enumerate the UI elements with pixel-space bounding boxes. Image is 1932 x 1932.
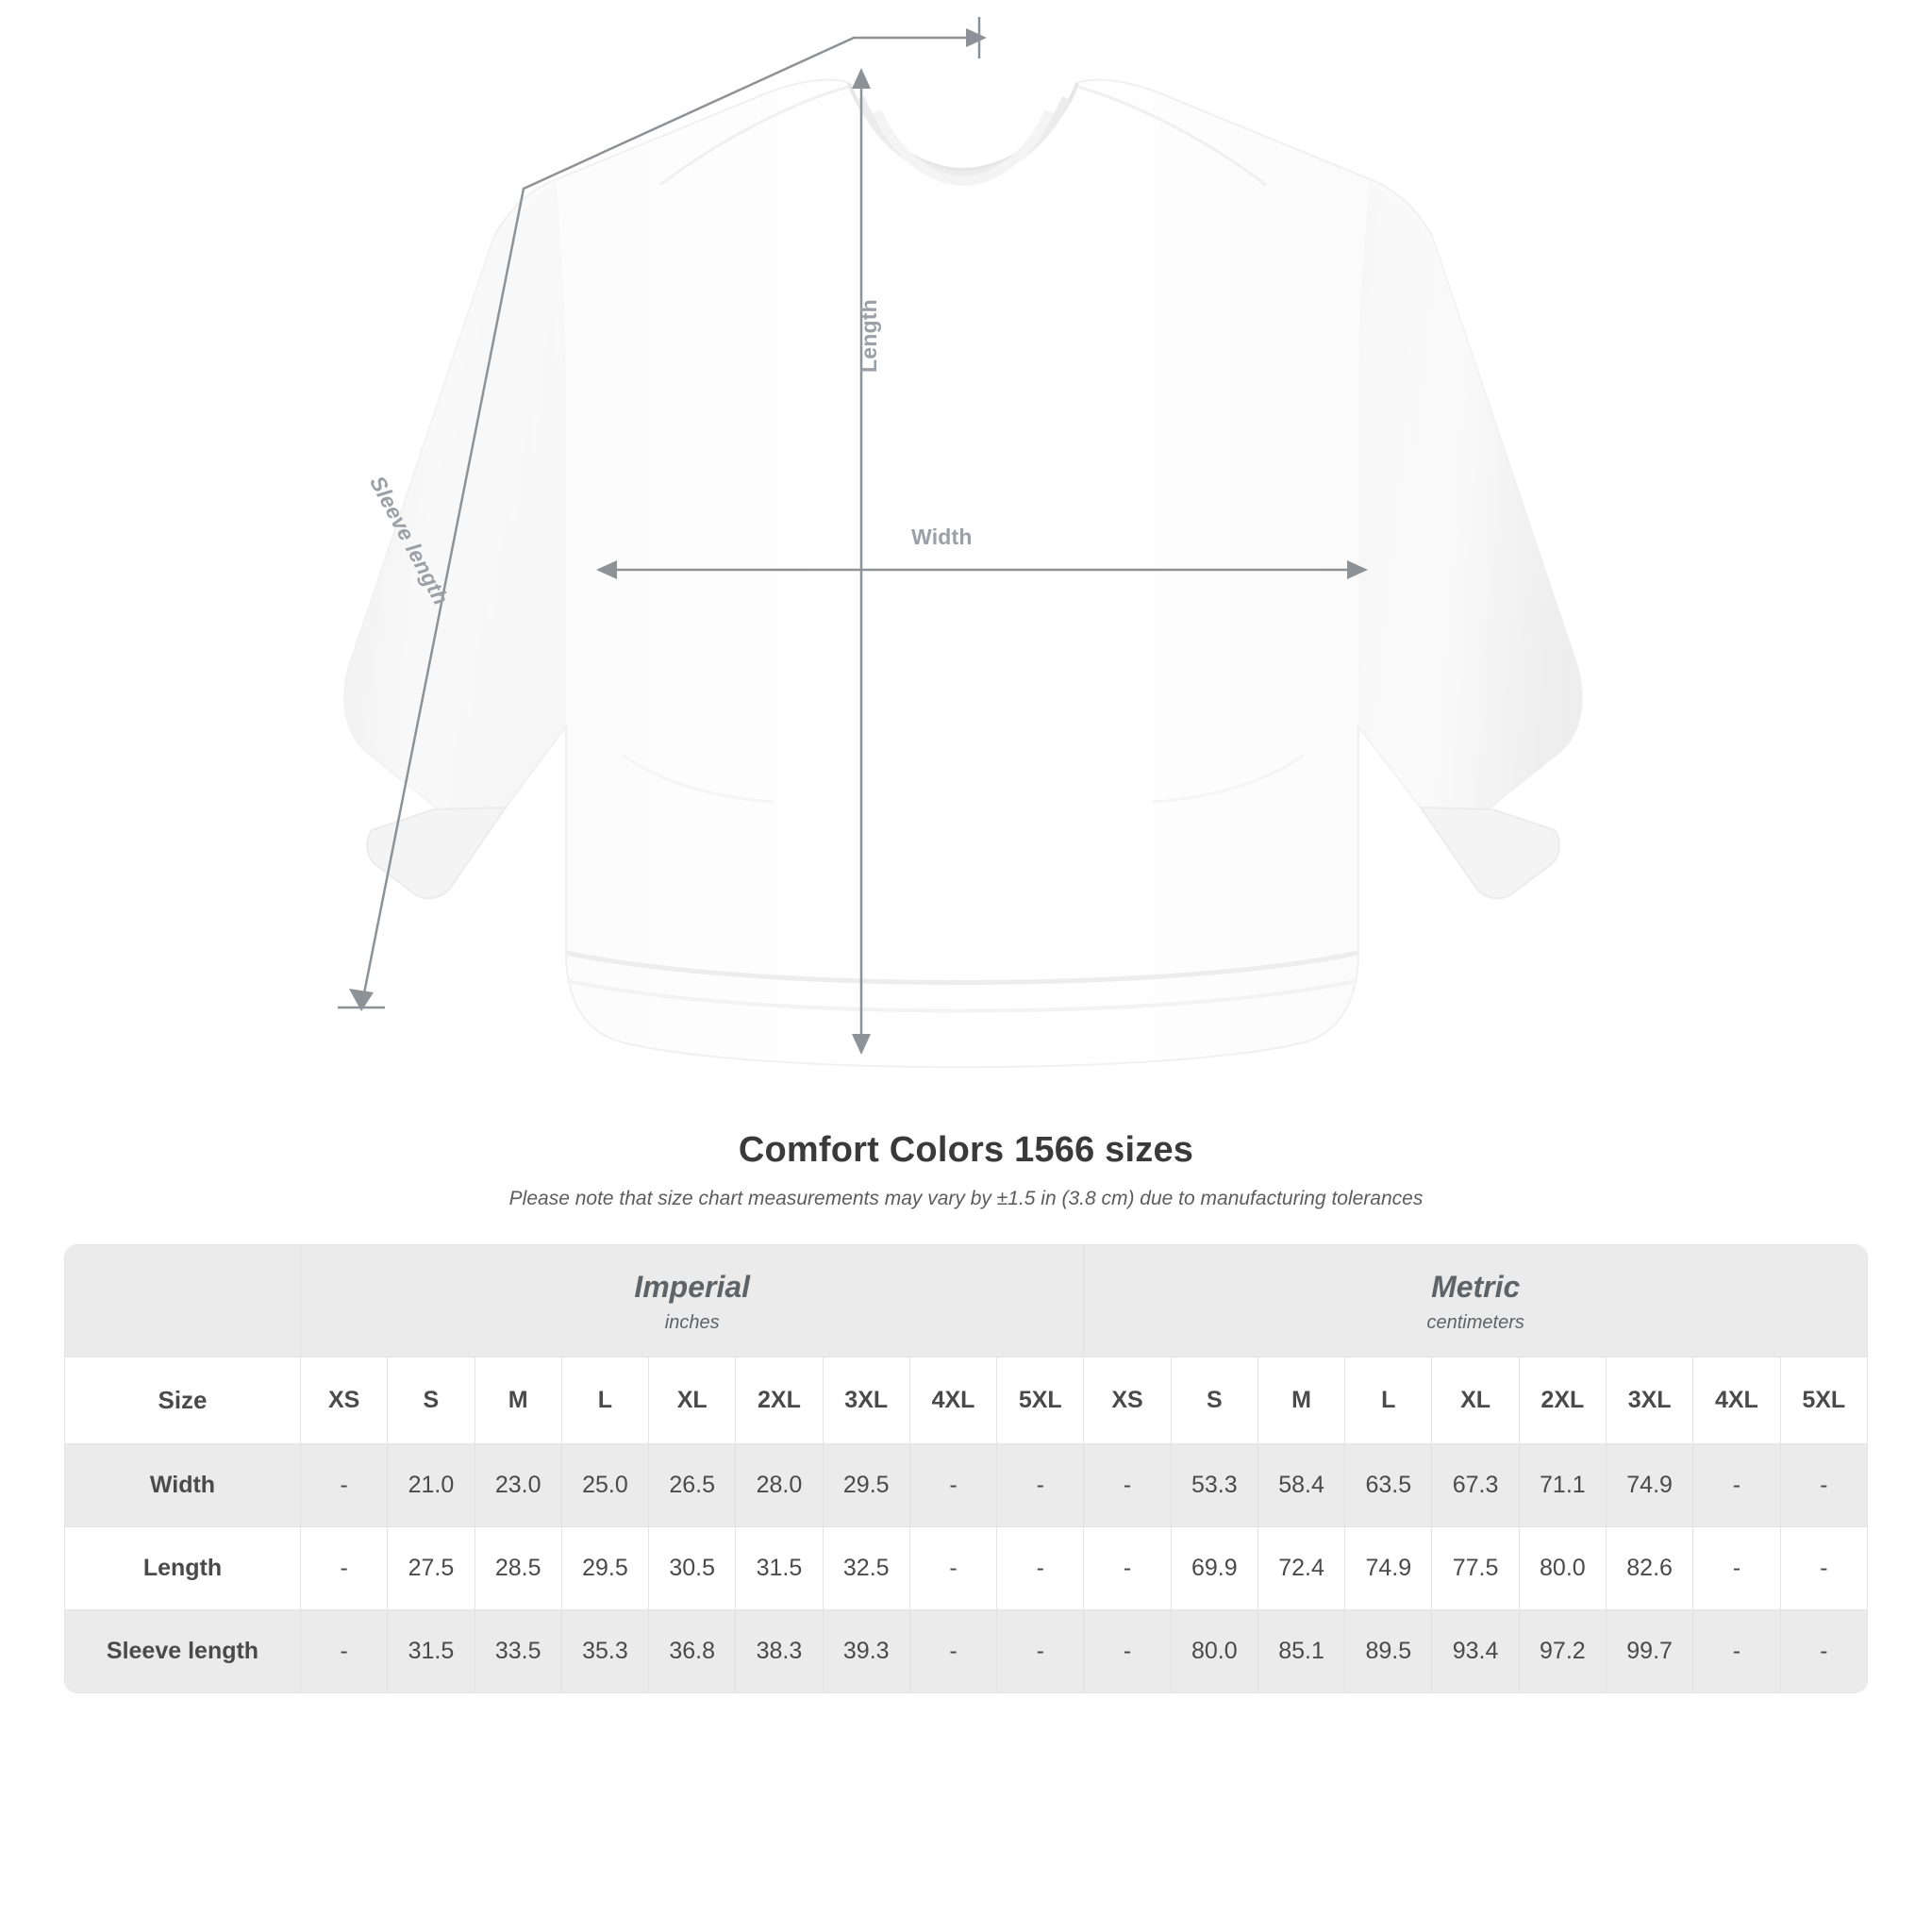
column-header-imperial-xs: XS	[301, 1357, 388, 1444]
size-header-row	[65, 1357, 1868, 1444]
column-header-imperial-s: S	[388, 1357, 475, 1444]
column-header-imperial-3xl: 3XL	[823, 1357, 909, 1444]
size-table-wrapper	[64, 1244, 1868, 1693]
unit-header-row	[65, 1245, 1868, 1357]
cell-sleeve-metric-3xl: 99.7	[1606, 1610, 1692, 1693]
column-header-imperial-2xl: 2XL	[736, 1357, 823, 1444]
column-header-metric-s: S	[1171, 1357, 1257, 1444]
cell-sleeve-metric-s: 80.0	[1171, 1610, 1257, 1693]
row-label-length: Length	[65, 1527, 301, 1610]
unit-name-metric: Metric	[1431, 1270, 1521, 1304]
cell-length-metric-2xl: 80.0	[1519, 1527, 1606, 1610]
cell-length-metric-5xl: -	[1780, 1527, 1867, 1610]
column-header-metric-xs: XS	[1084, 1357, 1171, 1444]
width-dimension-label: Width	[911, 525, 973, 549]
cell-width-metric-4xl: -	[1693, 1444, 1780, 1527]
tolerance-note: Please note that size chart measurements may vary by ±1.5 in (3.8 cm) due to manufacturing tolerances	[508, 1188, 1424, 1209]
unit-header-metric	[1084, 1245, 1868, 1357]
column-header-imperial-xl: XL	[649, 1357, 736, 1444]
cell-length-imperial-5xl: -	[997, 1527, 1084, 1610]
column-header-metric-3xl: 3XL	[1606, 1357, 1692, 1444]
column-header-imperial-l: L	[561, 1357, 648, 1444]
cell-sleeve-metric-5xl: -	[1780, 1610, 1867, 1693]
cell-sleeve-metric-xs: -	[1084, 1610, 1171, 1693]
column-header-metric-m: M	[1257, 1357, 1344, 1444]
cell-sleeve-imperial-s: 31.5	[388, 1610, 475, 1693]
cell-length-metric-l: 74.9	[1345, 1527, 1432, 1610]
size-table	[64, 1244, 1868, 1693]
cell-length-metric-4xl: -	[1693, 1527, 1780, 1610]
cell-length-imperial-s: 27.5	[388, 1527, 475, 1610]
column-header-metric-2xl: 2XL	[1519, 1357, 1606, 1444]
cell-width-metric-l: 63.5	[1345, 1444, 1432, 1527]
cell-width-metric-5xl: -	[1780, 1444, 1867, 1527]
sweatshirt-body-shape	[344, 80, 1582, 1068]
unit-name-imperial: Imperial	[634, 1270, 751, 1304]
cell-sleeve-imperial-xl: 36.8	[649, 1610, 736, 1693]
cell-width-metric-xs: -	[1084, 1444, 1171, 1527]
cell-sleeve-metric-xl: 93.4	[1432, 1610, 1519, 1693]
column-header-imperial-4xl: 4XL	[909, 1357, 996, 1444]
cell-width-imperial-5xl: -	[997, 1444, 1084, 1527]
table-row	[65, 1527, 1868, 1610]
cell-width-imperial-l: 25.0	[561, 1444, 648, 1527]
cell-sleeve-imperial-m: 33.5	[475, 1610, 561, 1693]
unit-spacer-cell	[65, 1245, 301, 1357]
title-block	[0, 1130, 1932, 1210]
cell-width-metric-s: 53.3	[1171, 1444, 1257, 1527]
page-title: Comfort Colors 1566 sizes	[738, 1130, 1194, 1170]
sleeve-length-dimension-label: Sleeve length	[365, 472, 454, 609]
cell-length-metric-m: 72.4	[1257, 1527, 1344, 1610]
cell-width-imperial-xl: 26.5	[649, 1444, 736, 1527]
column-header-metric-4xl: 4XL	[1693, 1357, 1780, 1444]
row-label-sleeve-length: Sleeve length	[65, 1610, 301, 1693]
column-header-metric-5xl: 5XL	[1780, 1357, 1867, 1444]
table-row	[65, 1444, 1868, 1527]
table-row	[65, 1610, 1868, 1693]
cell-length-imperial-xs: -	[301, 1527, 388, 1610]
cell-sleeve-imperial-3xl: 39.3	[823, 1610, 909, 1693]
cell-length-imperial-2xl: 31.5	[736, 1527, 823, 1610]
cell-sleeve-imperial-xs: -	[301, 1610, 388, 1693]
column-header-imperial-m: M	[475, 1357, 561, 1444]
cell-length-imperial-l: 29.5	[561, 1527, 648, 1610]
cell-sleeve-imperial-4xl: -	[909, 1610, 996, 1693]
cell-width-metric-2xl: 71.1	[1519, 1444, 1606, 1527]
cell-sleeve-metric-l: 89.5	[1345, 1610, 1432, 1693]
cell-width-imperial-xs: -	[301, 1444, 388, 1527]
cell-length-metric-xl: 77.5	[1432, 1527, 1519, 1610]
length-dimension-label: Length	[857, 299, 881, 373]
cell-width-imperial-2xl: 28.0	[736, 1444, 823, 1527]
cell-sleeve-imperial-2xl: 38.3	[736, 1610, 823, 1693]
cell-length-metric-xs: -	[1084, 1527, 1171, 1610]
cell-sleeve-imperial-l: 35.3	[561, 1610, 648, 1693]
unit-sub-imperial: inches	[664, 1312, 720, 1333]
column-header-imperial-5xl: 5XL	[997, 1357, 1084, 1444]
cell-width-metric-3xl: 74.9	[1606, 1444, 1692, 1527]
cell-width-metric-xl: 67.3	[1432, 1444, 1519, 1527]
cell-sleeve-imperial-5xl: -	[997, 1610, 1084, 1693]
cell-width-metric-m: 58.4	[1257, 1444, 1344, 1527]
cell-sleeve-metric-m: 85.1	[1257, 1610, 1344, 1693]
cell-width-imperial-3xl: 29.5	[823, 1444, 909, 1527]
cell-sleeve-metric-2xl: 97.2	[1519, 1610, 1606, 1693]
column-header-metric-l: L	[1345, 1357, 1432, 1444]
cell-length-metric-3xl: 82.6	[1606, 1527, 1692, 1610]
cell-width-imperial-4xl: -	[909, 1444, 996, 1527]
column-header-size: Size	[65, 1357, 301, 1444]
cell-length-imperial-4xl: -	[909, 1527, 996, 1610]
cell-sleeve-metric-4xl: -	[1693, 1610, 1780, 1693]
unit-header-imperial	[301, 1245, 1084, 1357]
cell-length-imperial-xl: 30.5	[649, 1527, 736, 1610]
row-label-width: Width	[65, 1444, 301, 1527]
cell-length-imperial-m: 28.5	[475, 1527, 561, 1610]
cell-width-imperial-s: 21.0	[388, 1444, 475, 1527]
cell-width-imperial-m: 23.0	[475, 1444, 561, 1527]
unit-sub-metric: centimeters	[1426, 1312, 1524, 1333]
column-header-metric-xl: XL	[1432, 1357, 1519, 1444]
cell-length-imperial-3xl: 32.5	[823, 1527, 909, 1610]
cell-length-metric-s: 69.9	[1171, 1527, 1257, 1610]
